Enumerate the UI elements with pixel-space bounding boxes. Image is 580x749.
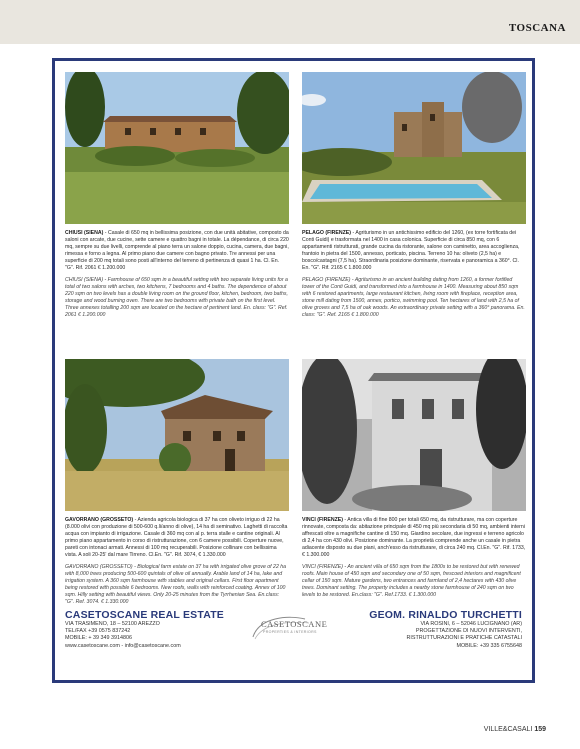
agency-left-web[interactable]: www.casetoscane.com - info@casetoscane.com [65,642,181,649]
photo-gavorrano-farmhouse [65,359,289,511]
listing-chiusi-title: CHIUSI (SIENA) [65,230,104,236]
listing-vinci-it: VINCI (FIRENZE) - Antica villa di fine 800 per totali 650 mq, da ristrutturare, ma con coperture rinnovate, composta da: abitazione principale di 450 mq più secondaria di 50 mq, ambienti interni affrescati oltre a magnifiche cantine di 150 mq. Giardino secolare, due ingressi e terreno agricolo di 2,4 ha con 430 olivi. Posizione dominante. La proprietà comprende anche un casale in pietra adiacente disposto su due piani, anch'esso da ristrutturare, di circa 240 mq. Cl.En. "G". Rif. 1733, € 1.300.000 [302,517,526,559]
agency-left-mobile: MOBILE: + 39 349 3914806 [65,635,132,642]
agency-right-name: GEOM. RINALDO TURCHETTI [369,609,522,621]
header-band [0,0,580,44]
page-footer [484,726,546,733]
agency-right-mobile: MOBILE: +39 335 6755648 [456,642,522,649]
logo-tagline: PROPERTIES & INTERIORS [263,630,317,634]
agency-left-address: VIA TRASIMENO, 18 – 52100 AREZZO [65,621,160,627]
listing-gavorrano-it: GAVORRANO (GROSSETO) - Azienda agricola biologica di 37 ha con oliveto irriguo di 22 ha (8.000 olivi con produzione di 500-600 q.li/anno di olive), 14 ha di seminativo. Laghetti di raccolta acqua con impianto di irrigazione. Casale di 360 mq con al p. terra stalle e cantine originali. Al primo piano appartamento in corso di ristrutturazione, con 6 camere possibili. Coperture nuove, pareti con intonaci armati. Annessi di 100 mq recuperabili. Posizione collinare con bellissima vista. A soli 20-25' dal mare Tirreno. Cl.En. "G". Rif. 3074, € 1.330.000 [65,517,288,559]
listing-vinci-title: VINCI (FIRENZE) [302,517,343,523]
photo-vinci-villa [302,359,526,511]
photo-pelago-tower-pool [302,72,526,224]
agency-turchetti [322,609,522,650]
region-title: TOSCANA [508,22,566,34]
listing-vinci-en: VINCI (FIRENZE) - An ancient villa of 650 sqm from the 1800s to be restored but with renewed roofs. Main house of 450 sqm and secondary one of 50 sqm, frescoed interiors and magnificent cellar of 150 sqm. Mature gardens, two entrances and farmland of 2,4 hectares with 430 olive trees. Dominant setting. The property includes a nearby stone farmhouse of 240 sqm on two levels to be restored. En.class: "G". Ref.1733. € 1.300.000 [302,563,521,598]
agency-left-name: CASETOSCANE REAL ESTATE [65,609,225,621]
listing-gavorrano-en: GAVORRANO (GROSSETO) - Biological farm estate on 37 ha with irrigated olive grove of 22 ha with 8,000 trees producing 500-600 quintals of olive oil annually. Arable land of 14 ha, lake and irrigation system. A 360 sqm farmhouse with stables and original cellars. First floor apartment being restored with possible 6 bedrooms. New roofs, walls with reinforced coating. Annex of 100 sqm. Hilly setting with beautiful views. Only 20-25 minutes from the Tyrrhenian Sea. En.class: "G". Ref. 3074. € 1.330.000 [65,563,287,606]
footer-page-number: 159 [534,726,546,733]
agency-left-phone: TEL/FAX +39 0575 837242 [65,628,131,635]
footer-magazine: VILLE&CASALI [483,726,533,733]
listing-chiusi-it: CHIUSI (SIENA) - Casale di 650 mq in bellissima posizione, con due unità abitative, composto da saloni con arcate, due cucine, sette camere e quattro bagni in totale. La dépendance, di circa 220 mq, sempre su due livelli, comprende al piano terra un salone doppio, cucina, camera, due bagni, rimessa e forno a legna. Al primo piano due camere con bagno privato. Tre annessi per una superficie di 200 mq totali sono posti all'interno del terreno di pertinenza di quasi 1 ha. Cl. En. "G". Rif. 2061 € 1.200.000 [65,230,289,272]
listing-pelago-title: PELAGO (FIRENZE) [302,230,351,236]
listing-gavorrano [65,517,289,606]
agency-right-address: VIA ROSINI, 6 – 52046 LUCIGNANO (AR) [420,621,522,627]
agency-right-line2: RISTRUTTURAZIONI E PRATICHE CATASTALI [406,635,522,642]
agency-casetoscane [65,609,235,650]
photo-chiusi-farmhouse [65,72,289,224]
listing-pelago-it: PELAGO (FIRENZE) - Agriturismo in un antichissimo edificio del 1260, (ex torre fortificata dei Conti Guidi) e trasformata nel 1400 in casa colonica. Superficie di circa 850 mq, con 6 appartamenti ristrutturati, grande cucina da ristorante, salone con caminetto, area accoglienza, frantoio in pietra del 1500, annesso, porticato, piscina. Terreno 10 ha: oliveto (2,5 ha) e bosco/castagni (7,5 ha). Straordinaria posizione dominante, riservata e panoramica a 360°. Cl. En. "G". Rif. 2165 € 1.800.000 [302,230,520,272]
listing-pelago [302,230,526,319]
agency-right-line1: PROGETTAZIONE DI NUOVI INTERVENTI, [415,628,522,635]
listing-chiusi [65,230,289,319]
listing-pelago-en: PELAGO (FIRENZE) - Agriturismo in an ancient building dating from 1260, a former fortified tower of the Conti Guidi, and transformed into a farmhouse in 1400. Measuring about 850 sqm with 6 restored apartments, large restaurant kitchen, living room with fireplace, reception area, stone mill dating from 1500, annex, portico, swimming pool. Ten hectares of land with 2,5 ha of olive groves and 7,5 ha of oak woods. An extraordinary private setting with a 360° panorama. En. class: "G". Ref. 2165 € 1.800.000 [302,276,525,319]
logo-text: CASETOSCANE [261,619,328,629]
listing-chiusi-en: CHIUSI (SIENA) - Farmhouse of 650 sqm in a beautiful setting with two separate living units for a total of two salons with arches, two kitchens, 7 bedrooms and 4 baths. The dependence of about 220 sqm on two levels has a double living room on the ground floor, kitchen, bedroom, two baths, storage and wood burning oven. There are two bedrooms with private bath on the first level. Three annexes totalling 200 sqm are located on the hectare of pertinent land. En. class: "G". Ref. 2061 € 1.200.000 [65,276,288,319]
listing-vinci [302,517,526,599]
listing-gavorrano-title: GAVORRANO (GROSSETO) [65,517,134,523]
listings-panel [52,58,535,683]
